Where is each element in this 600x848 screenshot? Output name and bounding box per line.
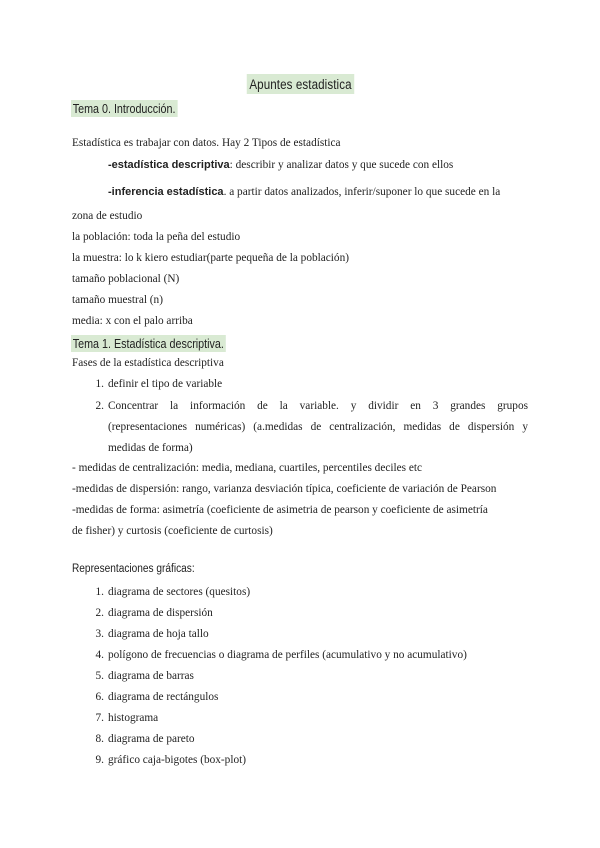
step-2-line-2: (representaciones numéricas) (a.medidas de centralización, medidas de dispersión y [108,421,528,433]
step-2-line-3: medidas de forma) [108,442,193,454]
grafico-6-number: 6. [95,691,104,703]
document-title-text: Apuntes estadistica [246,74,353,94]
step-1-number: 1. [95,378,104,390]
grafico-4-number: 4. [95,649,104,661]
tema0-line-muestra: la muestra: lo k kiero estudiar(parte pequeña de la población) [72,252,349,264]
grafico-7-number: 7. [95,712,104,724]
bullet-inferencia [108,186,528,198]
grafico-3-number: 3. [95,628,104,640]
grafico-9-number: 9. [95,754,104,766]
grafico-5-number: 5. [95,670,104,682]
medidas-dispersion: -medidas de dispersión: rango, varianza desviación típica, coeficiente de variación de Pearson [72,483,497,495]
term-inferencia: -inferencia estadística [108,186,224,198]
step-2-line-1: Concentrar la información de la variable. y dividir en 3 grandes grupos [108,400,528,412]
medidas-centralizacion: - medidas de centralización: media, mediana, cuartiles, percentiles deciles etc [72,462,423,474]
document-title [0,74,600,94]
text-inferencia: . a partir datos analizados, inferir/suponer lo que sucede en la [223,186,501,198]
grafico-9-text: gráfico caja-bigotes (box-plot) [108,754,247,766]
text-descriptiva: : describir y analizar datos y que sucede con ellos [229,159,454,171]
grafico-1-number: 1. [95,586,104,598]
grafico-3-text: diagrama de hoja tallo [108,628,209,640]
grafico-8-text: diagrama de pareto [108,733,195,745]
grafico-8-number: 8. [95,733,104,745]
tema0-line-tamano-poblacional: tamaño poblacional (N) [72,273,180,285]
tema0-line-tamano-muestral: tamaño muestral (n) [72,294,163,306]
term-descriptiva: -estadística descriptiva [108,159,230,171]
medidas-forma-cont: de fisher) y curtosis (coeficiente de curtosis) [72,525,273,537]
tema0-line-poblacion: la población: toda la peña del estudio [72,231,241,243]
grafico-7-text: histograma [108,712,159,724]
grafico-5-text: diagrama de barras [108,670,194,682]
grafico-1-text: diagrama de sectores (quesitos) [108,586,251,598]
step-2-number: 2. [95,400,104,412]
tema0-intro: Estadística es trabajar con datos. Hay 2 Tipos de estadística [72,137,341,149]
tema1-heading: Tema 1. Estadística descriptiva. [72,337,224,351]
bullet-descriptiva [108,159,453,171]
grafico-4-text: polígono de frecuencias o diagrama de perfiles (acumulativo y no acumulativo) [108,649,467,661]
tema0-line-media: media: x con el palo arriba [72,315,193,327]
tema0-heading: Tema 0. Introducción. [72,102,176,116]
representaciones-heading: Representaciones gráficas: [72,563,195,575]
medidas-forma: -medidas de forma: asimetría (coeficiente de asimetria de pearson y coeficiente de asimetría [72,504,488,516]
grafico-2-text: diagrama de dispersión [108,607,213,619]
step-1-text: definir el tipo de variable [108,378,223,390]
grafico-2-number: 2. [95,607,104,619]
grafico-6-text: diagrama de rectángulos [108,691,219,703]
inferencia-continuation: zona de estudio [72,210,143,222]
tema1-fases: Fases de la estadística descriptiva [72,357,224,369]
